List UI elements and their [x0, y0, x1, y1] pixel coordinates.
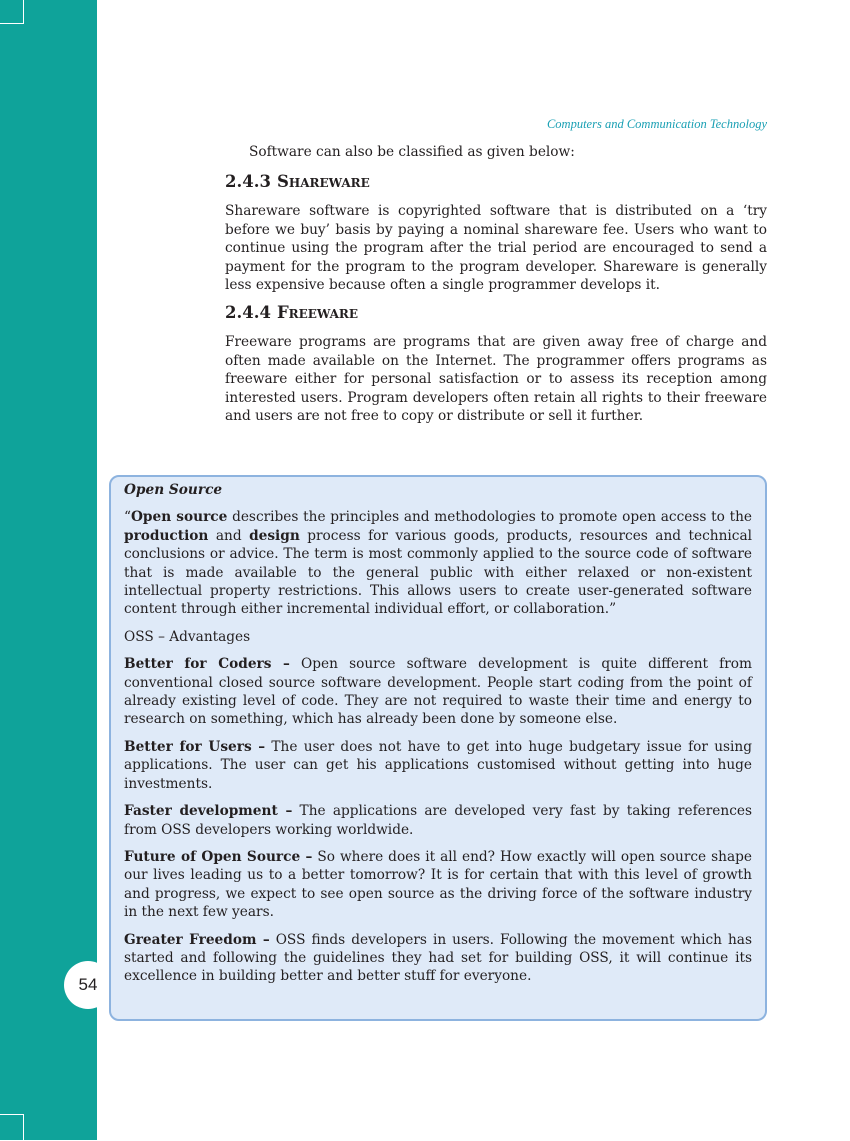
- advantage-text: The user does not have to get into huge budgetary issue for using applications. The user can get his applications customised without getting into huge investments.: [124, 738, 752, 792]
- section-heading-shareware: [225, 171, 767, 193]
- advantage-item: [124, 738, 752, 793]
- advantage-text: OSS finds developers in users. Following the movement which has started and following the guidelines they had set for building OSS, it will continue its excellence in building better and better stuff for everyone.: [124, 931, 752, 985]
- page-number: 54: [64, 961, 112, 1009]
- section-title: Shareware: [276, 172, 370, 192]
- section-number: 2.4.4: [225, 303, 271, 323]
- freeware-paragraph: Freeware programs are programs that are given away free of charge and often made available on the Internet. The programmer offers programs as freeware either for personal satisfaction or to assess its reception among interested users. Program developers often retain all rights to their freeware and users are not free to copy or distribute or sell it further.: [225, 334, 767, 425]
- section-heading-freeware: [225, 302, 767, 324]
- advantage-text: The applications are developed very fast by taking references from OSS developers working worldwide.: [124, 803, 752, 838]
- advantage-term: Greater Freedom –: [124, 931, 270, 948]
- open-source-box: [109, 475, 767, 1021]
- advantages-heading: OSS – Advantages: [124, 628, 251, 645]
- advantage-text: So where does it all end? How exactly will open source shape our lives leading us to a better tomorrow? It is for certain that with this level of growth and progress, we expect to see open source as the driving force of the software industry in the next few years.: [124, 848, 752, 921]
- quote-text-3: process for various goods, products, resources and technical conclusions or advice. The term is most commonly applied to the source code of software that is made available to the general public with either relaxed or non-existent intellectual property restrictions. This allows users to create user-generated software content through either incremental individual effort, or collaboration.”: [124, 527, 752, 618]
- intro-text: Software can also be classified as given below:: [249, 144, 575, 160]
- box-title: Open Source: [124, 482, 223, 498]
- term-production: production: [124, 527, 209, 544]
- advantage-term: Better for Users –: [124, 738, 266, 755]
- shareware-paragraph: Shareware software is copyrighted software that is distributed on a ‘try before we buy’ basis by paying a nominal shareware fee. Users who want to continue using the program after the trial period are encouraged to send a payment for the program to the program developer. Shareware is generally less expensive because often a single programmer develops it.: [225, 203, 767, 294]
- term-design: design: [249, 527, 300, 544]
- advantage-term: Future of Open Source –: [124, 848, 313, 865]
- advantage-item: [124, 931, 752, 986]
- advantage-item: [124, 802, 752, 839]
- quote-open-mark: “: [124, 509, 131, 526]
- running-header: Computers and Communication Technology: [546, 117, 767, 131]
- advantage-term: Better for Coders –: [124, 656, 290, 673]
- advantage-term: Faster development –: [124, 803, 293, 820]
- advantage-item: [124, 655, 752, 729]
- section-title: Freeware: [276, 303, 359, 323]
- section-number: 2.4.3: [225, 172, 271, 192]
- quote-text-1: describes the principles and methodologies to promote open access to the: [227, 509, 752, 526]
- advantage-text: Open source software development is quite different from conventional closed source software development. People start coding from the point of already existing level of code. They are not required to waste their time and energy to research on something, which has already been done by someone else.: [124, 656, 752, 728]
- crop-mark-top: [0, 0, 24, 24]
- term-open-source: Open source: [131, 509, 228, 526]
- main-text: [225, 143, 767, 433]
- quote-text-2: and: [208, 527, 250, 544]
- open-source-quote: [124, 508, 752, 618]
- crop-mark-bottom: [0, 1114, 24, 1141]
- advantage-item: [124, 848, 752, 922]
